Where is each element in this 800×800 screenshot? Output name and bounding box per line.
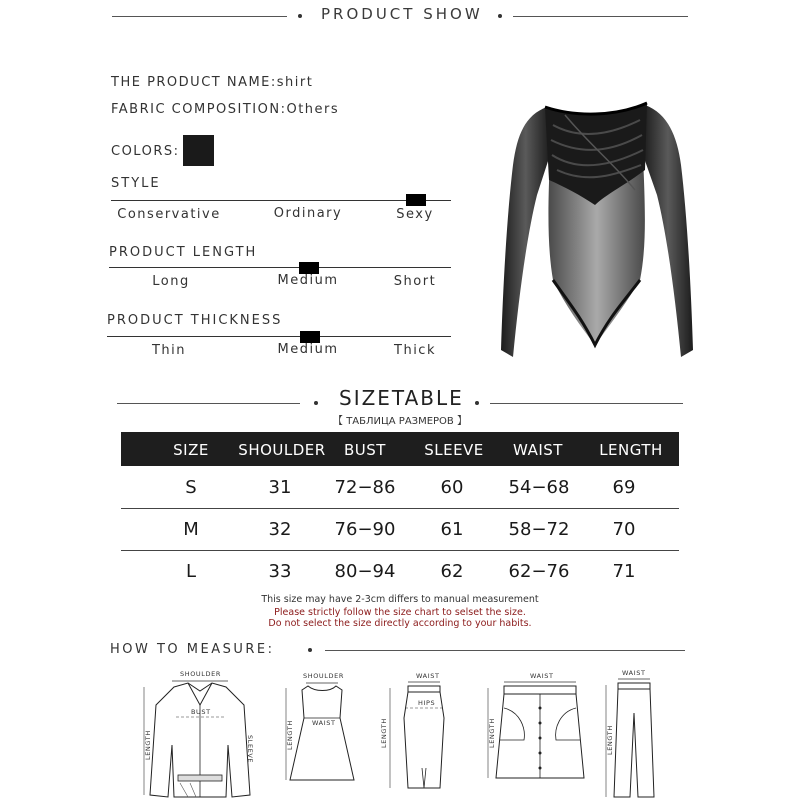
measurement-note: This size may have 2-3cm differs to manual measurement	[261, 594, 539, 605]
header-bullet-left	[298, 14, 302, 18]
style-marker	[406, 194, 426, 206]
dress-shoulder-label: SHOULDER	[303, 672, 344, 680]
jacket-shoulder-label: SHOULDER	[180, 670, 221, 678]
color-swatch-black[interactable]	[183, 135, 214, 166]
fabric-composition: FABRIC COMPOSITION:Others	[111, 102, 340, 117]
mini-skirt-diagram	[480, 668, 590, 800]
sizetable-bullet-right	[475, 401, 479, 405]
sizetable-bullet-left	[314, 401, 318, 405]
col-header-bust: BUST	[344, 441, 386, 459]
jacket-diagram	[140, 665, 260, 800]
style-title: STYLE	[111, 176, 161, 191]
how-to-measure-bullet	[308, 648, 312, 652]
left-sleeve	[501, 107, 550, 357]
length-label-medium: Medium	[277, 273, 339, 288]
table-cell: 54−68	[508, 477, 570, 498]
col-header-sleeve: SLEEVE	[424, 441, 484, 459]
pants-diagram	[600, 665, 670, 800]
thickness-label-thick: Thick	[394, 343, 436, 358]
col-header-waist: WAIST	[513, 441, 563, 459]
header-rule-left	[112, 16, 287, 17]
colors-label: COLORS:	[111, 144, 180, 159]
thickness-scale-line	[107, 336, 451, 337]
how-to-measure-rule	[325, 650, 685, 651]
skirt-length-label: LENGTH	[380, 718, 388, 748]
table-cell: L	[185, 561, 197, 582]
table-cell: 76−90	[334, 519, 396, 540]
product-name: THE PRODUCT NAME:shirt	[111, 75, 314, 90]
style-label-ordinary: Ordinary	[273, 206, 343, 221]
product-show-title: PRODUCT SHOW	[321, 5, 483, 23]
table-cell: 31	[268, 477, 292, 498]
style-label-sexy: Sexy	[396, 207, 434, 222]
table-cell: 71	[612, 561, 636, 582]
sizetable-title: SIZETABLE	[339, 386, 464, 410]
pants-length-label: LENGTH	[606, 725, 614, 755]
style-scale-line	[111, 200, 451, 201]
product-photo	[495, 95, 705, 370]
table-cell: 70	[612, 519, 636, 540]
col-header-size: SIZE	[173, 441, 209, 459]
dress-waist-label: WAIST	[312, 719, 336, 727]
table-cell: 62	[440, 561, 464, 582]
header-bullet-right	[498, 14, 502, 18]
style-label-conservative: Conservative	[117, 207, 221, 222]
miniskirt-waist-label: WAIST	[530, 672, 554, 680]
thickness-label-medium: Medium	[277, 342, 339, 357]
col-header-shoulder: SHOULDER	[238, 441, 326, 459]
pencil-skirt-diagram	[378, 668, 448, 800]
skirt-waist-label: WAIST	[416, 672, 440, 680]
thickness-title: PRODUCT THICKNESS	[107, 313, 283, 328]
pants-waist-label: WAIST	[622, 669, 646, 677]
table-cell: 33	[268, 561, 292, 582]
length-label-long: Long	[152, 274, 190, 289]
row-separator	[121, 508, 679, 509]
length-label-short: Short	[393, 274, 437, 289]
miniskirt-length-label: LENGTH	[488, 718, 496, 748]
length-scale-line	[109, 267, 451, 268]
table-cell: 58−72	[508, 519, 570, 540]
jacket-sleeve-label: SLEEVE	[246, 735, 254, 764]
jacket-bust-label: BUST	[191, 708, 211, 716]
table-cell: S	[185, 477, 197, 498]
table-cell: 62−76	[508, 561, 570, 582]
table-cell: 69	[612, 477, 636, 498]
sizetable-rule-left	[117, 403, 300, 404]
jacket-length-label: LENGTH	[144, 730, 152, 760]
header-rule-right	[513, 16, 688, 17]
col-header-length: LENGTH	[599, 441, 663, 459]
table-cell: M	[183, 519, 199, 540]
table-cell: 60	[440, 477, 464, 498]
table-cell: 32	[268, 519, 292, 540]
row-separator	[121, 550, 679, 551]
table-cell: 72−86	[334, 477, 396, 498]
table-cell: 61	[440, 519, 464, 540]
thickness-label-thin: Thin	[151, 343, 187, 358]
length-title: PRODUCT LENGTH	[109, 245, 258, 260]
size-warning-1: Please strictly follow the size chart to selset the size.	[274, 607, 526, 618]
table-cell: 80−94	[334, 561, 396, 582]
size-warning-2: Do not select the size directly according to your habits.	[268, 618, 532, 629]
sizetable-rule-right	[490, 403, 683, 404]
sizetable-subtitle: 【 ТАБЛИЦА РАЗМЕРОВ 】	[333, 416, 467, 427]
dress-diagram	[280, 668, 360, 800]
dress-length-label: LENGTH	[286, 720, 294, 750]
skirt-hips-label: HIPS	[418, 699, 436, 707]
right-sleeve	[643, 105, 693, 357]
how-to-measure-title: HOW TO MEASURE:	[110, 642, 275, 657]
